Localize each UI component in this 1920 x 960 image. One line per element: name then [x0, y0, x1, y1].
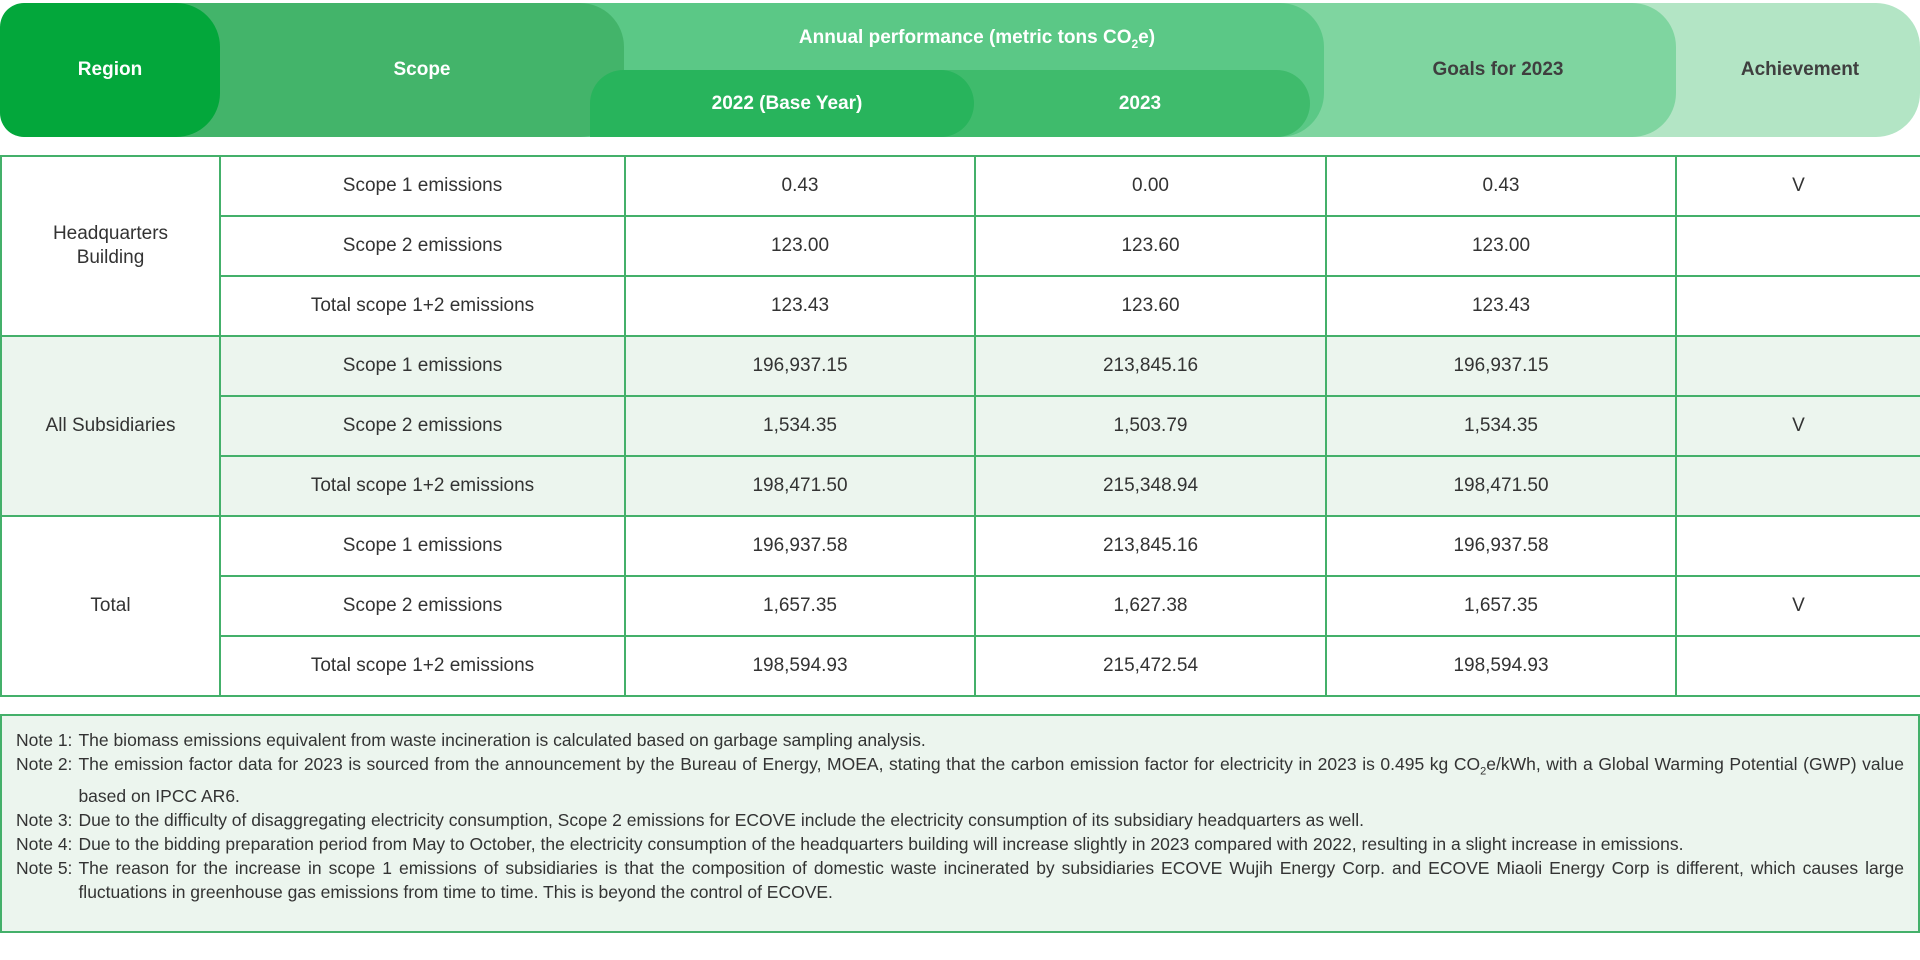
note-text: The reason for the increase in scope 1 emissions of subsidiaries is that the composition of domestic waste incinerated by subsidiaries ECOVE Wujih Energy Corp. and ECOVE Miaoli Energy Corp is different, which causes large fluctuations in greenhouse gas emissions from time to time. This is beyond the control of ECOVE.: [78, 857, 1904, 902]
achievement-cell: [1676, 636, 1920, 696]
note-4: [16, 832, 1904, 856]
scope-cell: Total scope 1+2 emissions: [220, 276, 625, 336]
note-label: Note 4:: [16, 833, 73, 854]
goal-cell: 198,471.50: [1326, 456, 1676, 516]
note-5: [16, 856, 1904, 904]
table-row: [1, 636, 1920, 696]
note-text: Due to the bidding preparation period from May to October, the electricity consumption of the headquarters building will increase slightly in 2023 compared with 2022, resulting in a slight increase in emissions.: [78, 833, 1684, 854]
base-year-cell: 123.43: [625, 276, 975, 336]
header-current-year-label: 2023: [1118, 92, 1162, 114]
region-cell: Headquarters Building: [1, 156, 220, 336]
base-year-cell: 123.00: [625, 216, 975, 276]
notes-box: [0, 714, 1920, 933]
region-cell: Total: [1, 516, 220, 696]
note-2: [16, 752, 1904, 808]
note-text: The emission factor data for 2023 is sourced from the announcement by the Bureau of Energy, MOEA, stating that the carbon emission factor for electricity in 2023 is 0.495 kg $CO_2e$/kWh, with a Global Warming Potential (GWP) value based on IPCC AR6.: [78, 754, 1904, 806]
note-3: [16, 808, 1904, 832]
achievement-cell: [1676, 516, 1920, 576]
scope-cell: Scope 1 emissions: [220, 336, 625, 396]
scope-cell: Scope 2 emissions: [220, 576, 625, 636]
base-year-cell: 198,594.93: [625, 636, 975, 696]
note-label: Note 2:: [16, 754, 73, 774]
base-year-cell: 0.43: [625, 156, 975, 216]
achievement-cell: V: [1676, 156, 1920, 216]
base-year-cell: 198,471.50: [625, 456, 975, 516]
table-row: [1, 516, 1920, 576]
header-goals-label: Goals for 2023: [1432, 59, 1564, 80]
current-year-cell: 215,348.94: [975, 456, 1326, 516]
header-scope-label: Scope: [393, 59, 451, 80]
header-region-label: Region: [77, 59, 143, 80]
note-text: The biomass emissions equivalent from waste incineration is calculated based on garbage sampling analysis.: [78, 730, 926, 750]
table-row: [1, 456, 1920, 516]
header-current-year: [920, 70, 1310, 137]
base-year-cell: 1,657.35: [625, 576, 975, 636]
scope-cell: Scope 1 emissions: [220, 156, 625, 216]
note-label: Note 3:: [16, 809, 73, 830]
note-1: [16, 728, 1904, 752]
table-row: [1, 396, 1920, 456]
goal-cell: 196,937.58: [1326, 516, 1676, 576]
achievement-cell: V: [1676, 576, 1920, 636]
region-cell: All Subsidiaries: [1, 336, 220, 516]
note-label: Note 1:: [16, 730, 73, 750]
scope-cell: Total scope 1+2 emissions: [220, 456, 625, 516]
current-year-cell: 213,845.16: [975, 516, 1326, 576]
goal-cell: 123.43: [1326, 276, 1676, 336]
achievement-cell: [1676, 276, 1920, 336]
current-year-cell: 123.60: [975, 276, 1326, 336]
achievement-cell: [1676, 216, 1920, 276]
header-annual-label: Annual performance (metric tons $CO_2e$): [798, 27, 1156, 51]
table-row: [1, 216, 1920, 276]
goal-cell: 1,657.35: [1326, 576, 1676, 636]
note-label: Note 5:: [16, 857, 73, 878]
table-row: [1, 336, 1920, 396]
scope-cell: Total scope 1+2 emissions: [220, 636, 625, 696]
current-year-cell: 213,845.16: [975, 336, 1326, 396]
header-achievement-label: Achievement: [1740, 59, 1860, 80]
achievement-cell: [1676, 456, 1920, 516]
table-header: [0, 0, 1920, 139]
emissions-table: [0, 155, 1920, 697]
current-year-cell: 1,503.79: [975, 396, 1326, 456]
header-base-year-label: 2022 (Base Year): [711, 92, 863, 114]
header-scope: [150, 3, 624, 137]
scope-cell: Scope 2 emissions: [220, 216, 625, 276]
note-text: Due to the difficulty of disaggregating electricity consumption, Scope 2 emissions for ECOVE include the electricity consumption of its subsidiary headquarters as well.: [78, 809, 1365, 830]
current-year-cell: 1,627.38: [975, 576, 1326, 636]
achievement-cell: V: [1676, 396, 1920, 456]
table-row: [1, 156, 1920, 216]
base-year-cell: 196,937.15: [625, 336, 975, 396]
header-base-year: [590, 70, 974, 137]
goal-cell: 198,594.93: [1326, 636, 1676, 696]
header-region: [0, 3, 220, 137]
achievement-cell: [1676, 336, 1920, 396]
current-year-cell: 215,472.54: [975, 636, 1326, 696]
goal-cell: 196,937.15: [1326, 336, 1676, 396]
goal-cell: 123.00: [1326, 216, 1676, 276]
current-year-cell: 123.60: [975, 216, 1326, 276]
table-row: [1, 276, 1920, 336]
table-row: [1, 576, 1920, 636]
scope-cell: Scope 2 emissions: [220, 396, 625, 456]
base-year-cell: 1,534.35: [625, 396, 975, 456]
current-year-cell: 0.00: [975, 156, 1326, 216]
base-year-cell: 196,937.58: [625, 516, 975, 576]
goal-cell: 0.43: [1326, 156, 1676, 216]
scope-cell: Scope 1 emissions: [220, 516, 625, 576]
goal-cell: 1,534.35: [1326, 396, 1676, 456]
